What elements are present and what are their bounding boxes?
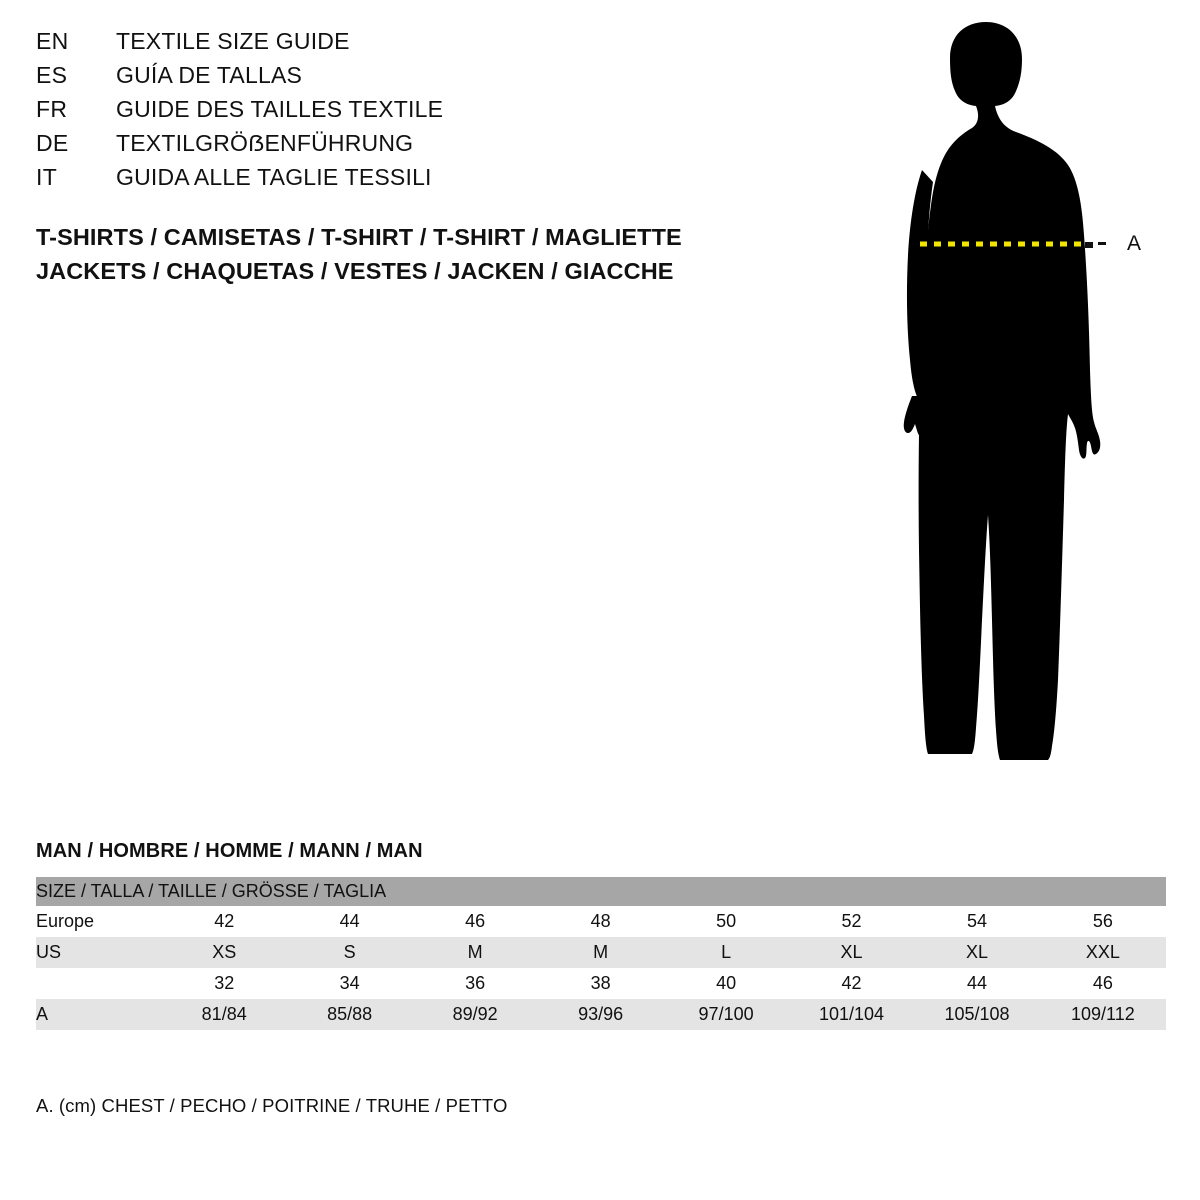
language-title: TEXTILGRÖẞENFÜHRUNG [116,130,414,156]
row-label: Europe [36,906,161,937]
cell: M [412,937,537,968]
language-title: GUIDA ALLE TAGLIE TESSILI [116,164,432,190]
language-code: FR [36,96,68,122]
language-row [36,28,756,62]
cell: 42 [789,968,914,999]
cell: 32 [161,968,286,999]
language-code: EN [36,28,69,54]
cell: 97/100 [663,999,788,1030]
cell: XL [914,937,1039,968]
cell: L [663,937,788,968]
table-header-label: SIZE / TALLA / TAILLE / GRÖSSE / TAGLIA [36,877,1166,906]
language-row [36,164,756,198]
marker-leader-line [1085,242,1119,245]
cell: 40 [663,968,788,999]
category-line-tshirts: T-SHIRTS / CAMISETAS / T-SHIRT / T-SHIRT / MAGLIETTE [36,224,682,250]
cell: 105/108 [914,999,1039,1030]
language-row [36,96,756,130]
size-table-block [36,840,1166,1030]
cell: 34 [287,968,412,999]
cell: 89/92 [412,999,537,1030]
language-title: GUÍA DE TALLAS [116,62,303,88]
language-title: GUIDE DES TAILLES TEXTILE [116,96,444,122]
row-label: A [36,999,161,1030]
cell: 93/96 [538,999,663,1030]
cell: 48 [538,906,663,937]
cell: 85/88 [287,999,412,1030]
cell: S [287,937,412,968]
language-row [36,62,756,96]
marker-label-a: A [1127,232,1142,255]
cell: M [538,937,663,968]
cell: 52 [789,906,914,937]
table-section-title: MAN / HOMBRE / HOMME / MANN / MAN [36,840,423,862]
row-label [36,968,161,999]
cell: 81/84 [161,999,286,1030]
cell: 46 [412,906,537,937]
cell: 44 [287,906,412,937]
table-row [36,937,1166,968]
table-row [36,906,1166,937]
cell: 56 [1040,906,1166,937]
language-code: IT [36,164,58,190]
cell: 38 [538,968,663,999]
garment-category-block [36,220,796,288]
cell: 101/104 [789,999,914,1030]
category-line-jackets: JACKETS / CHAQUETAS / VESTES / JACKEN / GIACCHE [36,258,674,284]
table-row [36,999,1166,1030]
table-row [36,968,1166,999]
cell: 109/112 [1040,999,1166,1030]
language-row [36,130,756,164]
cell: 54 [914,906,1039,937]
chest-measure-line [800,10,1200,800]
language-title: TEXTILE SIZE GUIDE [116,28,350,54]
language-code: DE [36,130,69,156]
cell: 50 [663,906,788,937]
cell: 36 [412,968,537,999]
table-header-row [36,877,1166,906]
language-title-block [36,28,756,198]
cell: 46 [1040,968,1166,999]
cell: XXL [1040,937,1166,968]
cell: 44 [914,968,1039,999]
row-label: US [36,937,161,968]
language-code: ES [36,62,68,88]
cell: XS [161,937,286,968]
cell: XL [789,937,914,968]
cell: 42 [161,906,286,937]
size-table [36,877,1166,1030]
table-footnote: A. (cm) CHEST / PECHO / POITRINE / TRUHE / PETTO [36,1095,508,1116]
body-figure [800,10,1200,800]
